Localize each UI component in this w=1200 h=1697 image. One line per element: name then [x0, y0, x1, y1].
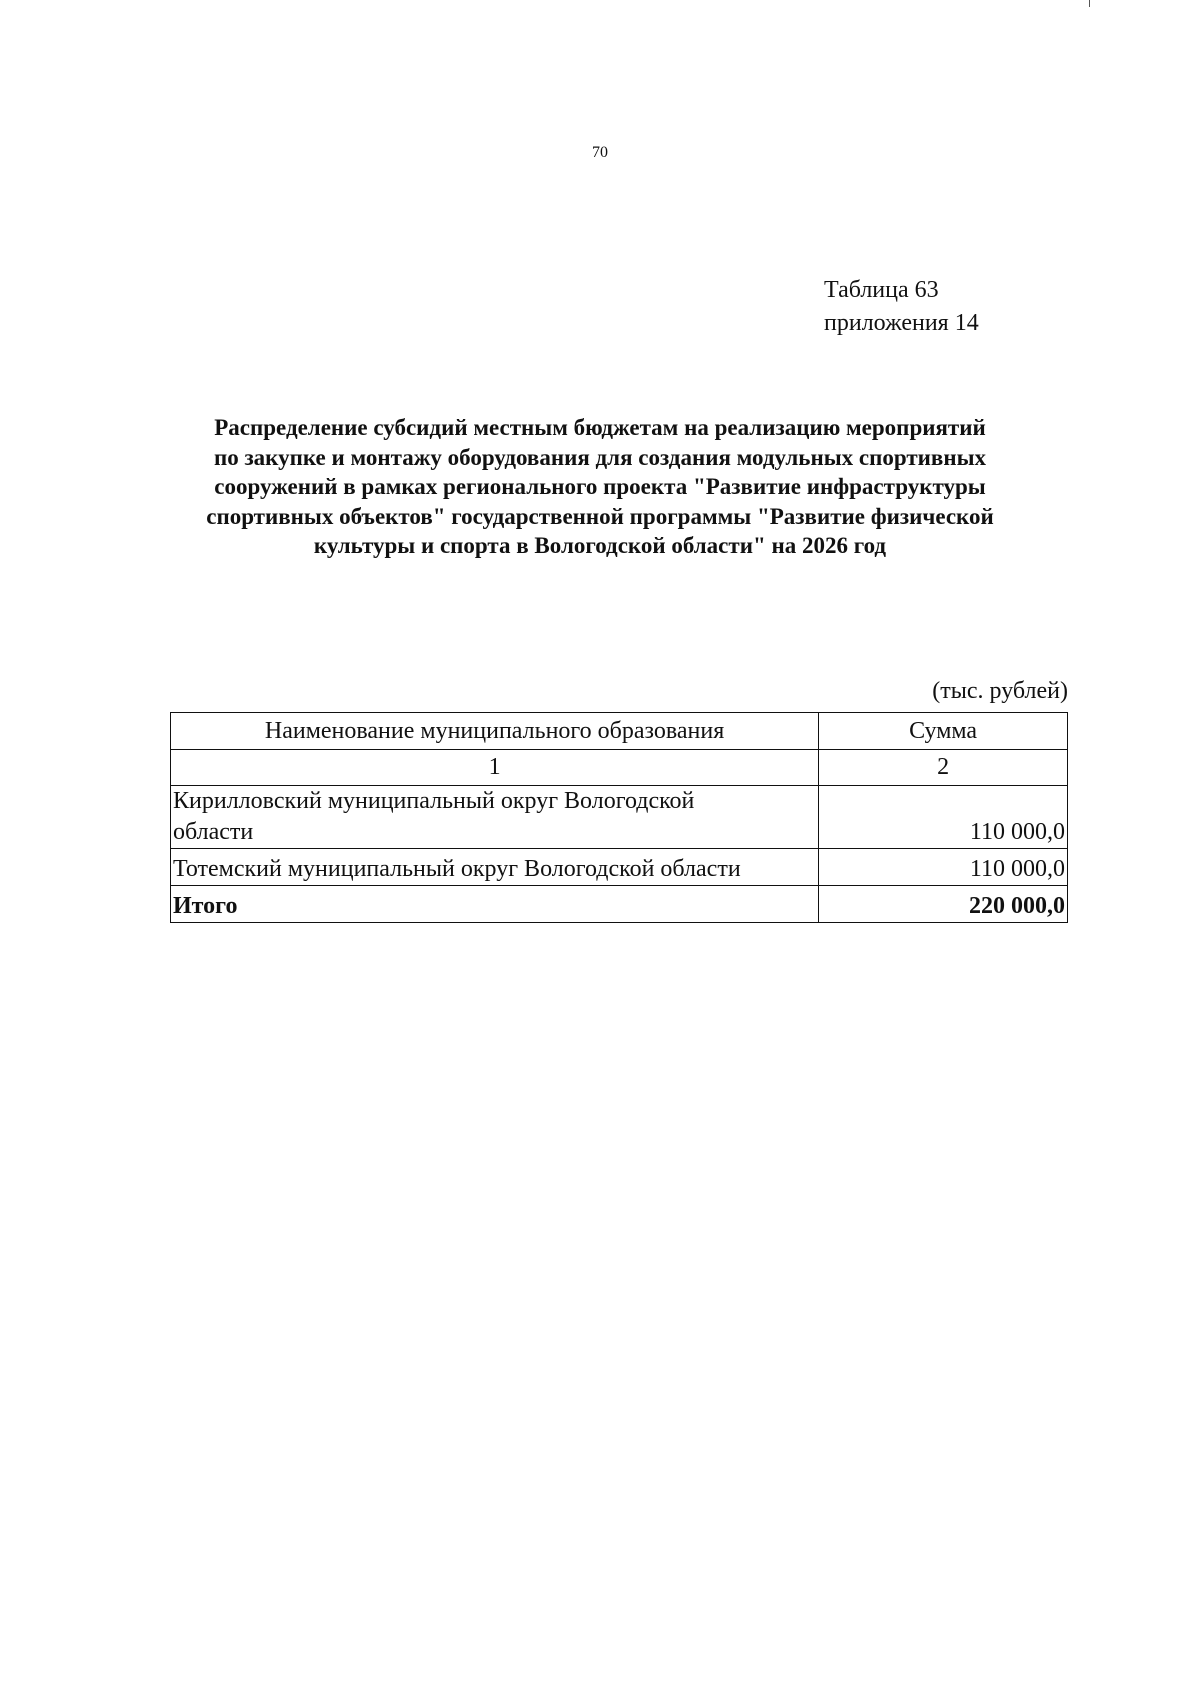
page-number: 70 — [592, 144, 608, 161]
distribution-table — [170, 712, 1068, 923]
title-line: спортивных объектов" государственной программы "Развитие физической — [206, 503, 994, 529]
header-name: Наименование муниципального образования — [171, 713, 819, 750]
municipality-name-line: области — [173, 819, 254, 845]
scan-mark — [1089, 0, 1090, 7]
total-label: Итого — [171, 886, 819, 923]
document-title — [150, 413, 1050, 561]
total-amount: 220 000,0 — [819, 886, 1068, 923]
title-line: культуры и спорта в Вологодской области" на 2026 год — [313, 533, 887, 558]
units-label: (тыс. рублей) — [932, 678, 1068, 704]
title-line: по закупке и монтажу оборудования для создания модульных спортивных — [213, 444, 987, 470]
table-row — [171, 786, 1068, 849]
column-number-row — [171, 750, 1068, 786]
title-line: Распределение субсидий местным бюджетам на реализацию мероприятий — [214, 415, 986, 440]
table-reference — [824, 274, 979, 340]
table-row — [171, 849, 1068, 886]
column-number: 1 — [171, 750, 819, 786]
municipality-name: Тотемский муниципальный округ Вологодской области — [171, 849, 819, 886]
title-line: сооружений в рамках регионального проекта "Развитие инфраструктуры — [214, 474, 986, 499]
subsidy-amount: 110 000,0 — [819, 786, 1068, 849]
table-number: Таблица 63 — [824, 277, 939, 303]
municipality-name-line: Кирилловский муниципальный округ Вологодской — [173, 788, 695, 814]
column-number: 2 — [819, 750, 1068, 786]
header-sum: Сумма — [819, 713, 1068, 750]
total-row — [171, 886, 1068, 923]
table-header-row — [171, 713, 1068, 750]
subsidy-amount: 110 000,0 — [819, 849, 1068, 886]
municipality-name — [171, 786, 819, 849]
appendix-number: приложения 14 — [824, 310, 979, 336]
